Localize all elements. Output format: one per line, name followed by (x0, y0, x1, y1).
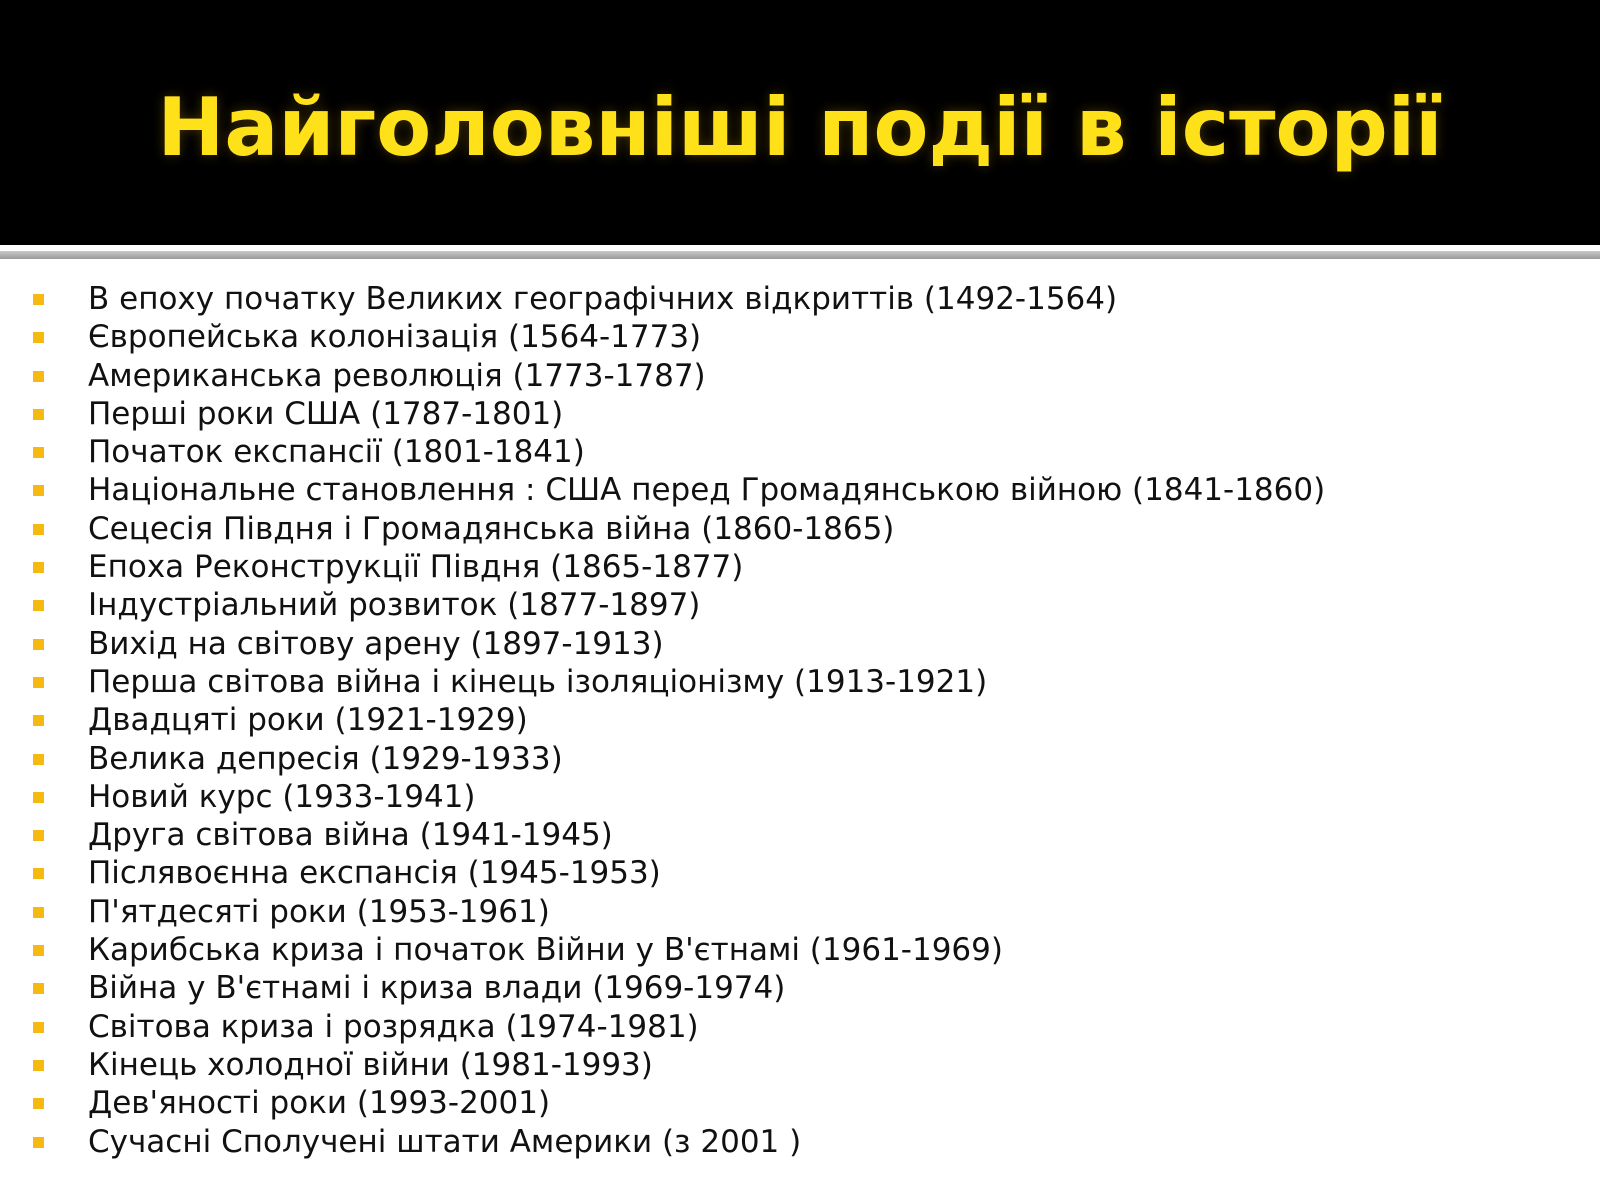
bullet-square-icon (33, 294, 44, 305)
list-item (0, 395, 1600, 433)
bullet-square-icon (33, 1060, 44, 1071)
list-item (0, 318, 1600, 356)
list-item (0, 433, 1600, 471)
bullet-square-icon (33, 907, 44, 918)
list-item-text: Перша світова війна і кінець ізоляціонізму (1913-1921) (88, 663, 988, 700)
list-item-text: Європейська колонізація (1564-1773) (88, 319, 702, 356)
list-item (0, 625, 1600, 663)
list-item-text: Американська революція (1773-1787) (88, 357, 706, 394)
bullet-square-icon (33, 371, 44, 382)
bullet-square-icon (33, 1137, 44, 1148)
bullet-square-icon (33, 409, 44, 420)
bullet-square-icon (33, 524, 44, 535)
bullet-square-icon (33, 1022, 44, 1033)
list-item (0, 1084, 1600, 1122)
list-item-text: Дев'яності роки (1993-2001) (88, 1085, 551, 1122)
list-item (0, 280, 1600, 318)
bullet-square-icon (33, 1098, 44, 1109)
list-item-text: Друга світова війна (1941-1945) (88, 817, 613, 854)
list-item-text: В епоху початку Великих географічних відкриттів (1492-1564) (88, 281, 1118, 317)
list-item (0, 701, 1600, 739)
title-bar (0, 0, 1600, 245)
list-item-text: Світова криза і розрядка (1974-1981) (88, 1008, 699, 1045)
list-item (0, 854, 1600, 892)
list-item-text: Епоха Реконструкції Півдня (1865-1877) (88, 549, 744, 586)
list-item-text: Початок експансії (1801-1841) (88, 434, 585, 471)
list-item (0, 740, 1600, 778)
list-item (0, 1123, 1600, 1161)
bullet-square-icon (33, 600, 44, 611)
list-item-text: Кінець холодної війни (1981-1993) (88, 1046, 653, 1083)
bullet-square-icon (33, 715, 44, 726)
list-item-text: Національне становлення : США перед Громадянською війною (1841-1860) (88, 472, 1326, 509)
list-item (0, 931, 1600, 969)
bullet-square-icon (33, 332, 44, 343)
list-item-text: Післявоєнна експансія (1945-1953) (88, 855, 661, 892)
bullet-square-icon (33, 677, 44, 688)
list-item (0, 471, 1600, 509)
bullet-square-icon (33, 945, 44, 956)
list-item-text: Перші роки США (1787-1801) (88, 395, 564, 432)
list-item (0, 893, 1600, 931)
bullet-square-icon (33, 639, 44, 650)
list-item (0, 510, 1600, 548)
list-item-text: Війна у В'єтнамі і криза влади (1969-1974) (88, 970, 786, 1007)
bullet-square-icon (33, 983, 44, 994)
list-item (0, 969, 1600, 1007)
list-item-text: Новий курс (1933-1941) (88, 778, 476, 815)
list-item (0, 548, 1600, 586)
list-item-text: Велика депресія (1929-1933) (88, 740, 563, 777)
list-item-text: Сучасні Сполучені штати Америки (з 2001 ) (88, 1123, 802, 1160)
list-item-text: Карибська криза і початок Війни у В'єтнамі (1961-1969) (88, 932, 1003, 969)
list-item (0, 778, 1600, 816)
bullet-square-icon (33, 447, 44, 458)
bullet-square-icon (33, 485, 44, 496)
bullet-square-icon (33, 792, 44, 803)
list-item-text: Сецесія Півдня і Громадянська війна (1860-1865) (88, 510, 895, 547)
list-item (0, 1008, 1600, 1046)
bullet-square-icon (33, 754, 44, 765)
events-list (0, 280, 1600, 1161)
list-item-text: Двадцяті роки (1921-1929) (88, 702, 528, 739)
divider-gray (0, 251, 1600, 259)
list-item (0, 1046, 1600, 1084)
slide-title: Найголовніші події в історії (157, 81, 1443, 174)
list-item (0, 586, 1600, 624)
list-item-text: Вихід на світову арену (1897-1913) (88, 625, 664, 662)
list-item (0, 357, 1600, 395)
bullet-square-icon (33, 868, 44, 879)
list-item (0, 663, 1600, 701)
list-item (0, 816, 1600, 854)
list-item-text: Індустріальний розвиток (1877-1897) (88, 587, 701, 624)
bullet-square-icon (33, 830, 44, 841)
bullet-square-icon (33, 562, 44, 573)
list-item-text: П'ятдесяті роки (1953-1961) (88, 893, 550, 930)
